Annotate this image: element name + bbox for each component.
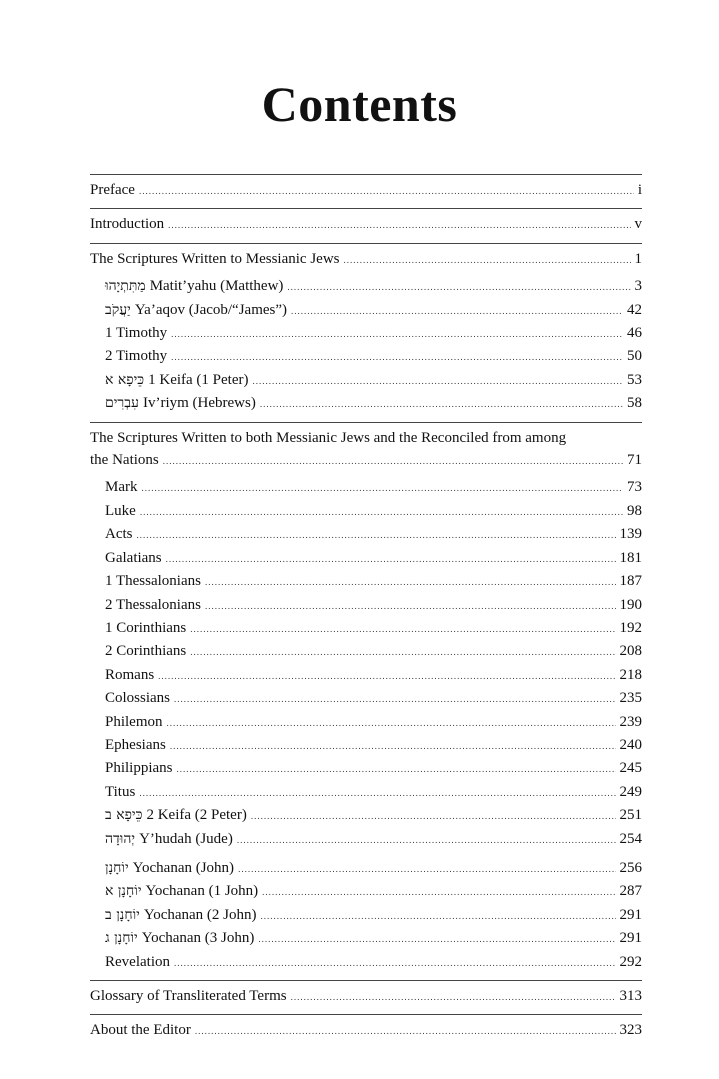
entry-page-number: 3 (634, 278, 642, 295)
entry-page-number: 287 (619, 883, 642, 900)
part2-book-list-john (90, 857, 642, 974)
english-book-name: Matit’yahu (Matthew) (149, 278, 284, 295)
entry-title (105, 299, 287, 321)
dot-leader (174, 952, 616, 974)
dot-leader (190, 641, 615, 663)
entry-title (105, 757, 173, 779)
dot-leader (258, 928, 615, 950)
table-of-contents (90, 174, 642, 1049)
entry-page-number: 235 (619, 690, 642, 707)
entry-page-number: 73 (627, 479, 642, 496)
entry-title (105, 804, 247, 826)
entry-page-number: 53 (627, 371, 642, 388)
entry-page-number: 313 (619, 988, 642, 1004)
entry-title: the Nations (90, 452, 159, 469)
entry-page-number: 245 (619, 760, 642, 777)
toc-entry-about[interactable] (90, 1019, 642, 1042)
toc-book-entry[interactable] (90, 345, 642, 368)
dot-leader (238, 858, 615, 880)
english-book-name: Titus (105, 783, 136, 800)
entry-page-number: 46 (627, 325, 642, 342)
english-book-name: Philippians (105, 760, 173, 777)
english-book-name: Yochanan (1 John) (145, 883, 259, 900)
entry-title (105, 500, 136, 522)
part2-book-list (90, 472, 642, 851)
english-book-name: 2 Corinthians (105, 643, 187, 660)
toc-section-preface (90, 174, 642, 209)
english-book-name: 1 Timothy (105, 325, 168, 342)
entry-title (105, 570, 201, 592)
dot-leader (291, 300, 623, 322)
hebrew-book-name: יַעֲקֹב (105, 301, 131, 318)
toc-book-entry[interactable] (90, 299, 642, 322)
entry-page-number: 208 (619, 643, 642, 660)
toc-book-entry[interactable] (90, 392, 642, 415)
dot-leader (262, 881, 615, 903)
page-title: Contents (261, 76, 458, 132)
toc-book-entry[interactable] (90, 951, 642, 974)
entry-title (105, 547, 162, 569)
toc-entry-glossary[interactable] (90, 985, 642, 1008)
dot-leader (344, 249, 631, 271)
entry-title (105, 476, 138, 498)
dot-leader (168, 214, 630, 236)
dot-leader (163, 450, 623, 472)
entry-title (105, 523, 133, 545)
entry-page-number: 239 (619, 713, 642, 730)
dot-leader (137, 524, 616, 546)
dot-leader (140, 501, 623, 523)
toc-book-entry[interactable] (90, 880, 642, 903)
entry-title (105, 617, 186, 639)
entry-page-number: 187 (619, 573, 642, 590)
english-book-name: Acts (105, 526, 133, 543)
toc-book-entry[interactable] (90, 523, 642, 546)
toc-section-glossary (90, 981, 642, 1015)
toc-book-entry[interactable] (90, 904, 642, 927)
english-book-name: 2 Keifa (2 Peter) (146, 807, 247, 824)
dot-leader (139, 782, 615, 804)
entry-title (105, 927, 254, 949)
hebrew-book-name: עִבְרִים (105, 395, 139, 412)
dot-leader (166, 548, 616, 570)
entry-title (105, 687, 170, 709)
toc-entry-part2-line1[interactable]: The Scriptures Written to both Messianic Jews and the Reconciled from among (90, 429, 567, 446)
toc-entry-part1[interactable] (90, 248, 642, 271)
dot-leader (167, 712, 616, 734)
entry-title (105, 904, 257, 926)
entry-page-number: 139 (619, 526, 642, 543)
entry-page-number: 42 (627, 301, 642, 318)
english-book-name: 2 Timothy (105, 348, 168, 365)
toc-book-entry[interactable] (90, 640, 642, 663)
entry-page-number: 291 (619, 906, 642, 923)
english-book-name: Romans (105, 666, 155, 683)
english-book-name: Yochanan (2 John) (143, 906, 257, 923)
dot-leader (291, 986, 616, 1008)
dot-leader (142, 477, 624, 499)
toc-entry-preface[interactable] (90, 179, 642, 202)
entry-title: About the Editor (90, 1022, 191, 1039)
dot-leader (171, 346, 623, 368)
hebrew-book-name: כֵּיפָא ב (105, 807, 143, 824)
toc-book-entry[interactable] (90, 322, 642, 345)
dot-leader (190, 618, 615, 640)
toc-book-entry[interactable] (90, 781, 642, 804)
toc-section-introduction (90, 209, 642, 243)
entry-title (105, 781, 135, 803)
entry-title (105, 880, 258, 902)
toc-book-entry[interactable] (90, 734, 642, 757)
entry-title (105, 640, 186, 662)
part1-book-list (90, 271, 642, 415)
entry-page-number: 256 (619, 859, 642, 876)
english-book-name: Philemon (105, 713, 163, 730)
toc-book-entry[interactable] (90, 547, 642, 570)
entry-page-number: v (634, 216, 642, 233)
entry-title (105, 275, 283, 297)
entry-page-number: i (637, 182, 642, 198)
english-book-name: Yochanan (3 John) (141, 930, 255, 947)
toc-book-entry[interactable] (90, 570, 642, 593)
toc-book-entry[interactable] (90, 594, 642, 617)
entry-page-number: 71 (627, 452, 642, 469)
toc-section-part2 (90, 423, 642, 981)
dot-leader (287, 276, 630, 298)
entry-title (105, 828, 233, 850)
entry-page-number: 218 (619, 666, 642, 683)
toc-book-entry[interactable] (90, 476, 642, 499)
english-book-name: 2 Thessalonians (105, 596, 201, 613)
entry-page-number: 291 (619, 930, 642, 947)
entry-page-number: 181 (619, 549, 642, 566)
toc-book-entry[interactable] (90, 687, 642, 710)
toc-entry-part2[interactable] (90, 449, 642, 472)
entry-title (105, 345, 167, 367)
entry-title (105, 369, 248, 391)
dot-leader (171, 323, 623, 345)
entry-title (105, 664, 154, 686)
dot-leader (252, 370, 623, 392)
dot-leader (251, 805, 616, 827)
entry-page-number: 190 (619, 596, 642, 613)
entry-title (105, 857, 234, 879)
english-book-name: 1 Thessalonians (105, 573, 201, 590)
toc-book-entry[interactable] (90, 664, 642, 687)
entry-title (105, 711, 163, 733)
entry-title: The Scriptures Written to Messianic Jews (90, 250, 340, 267)
entry-title (105, 594, 201, 616)
entry-page-number: 251 (619, 807, 642, 824)
toc-book-entry[interactable] (90, 275, 642, 298)
dot-leader (158, 665, 615, 687)
hebrew-book-name: יוֹחָנָן ב (105, 906, 140, 923)
hebrew-book-name: כֵּיפָא א (105, 371, 145, 388)
toc-book-entry[interactable] (90, 500, 642, 523)
entry-page-number: 1 (634, 250, 642, 267)
hebrew-book-name: מַתִּתְיָהוּ (105, 278, 146, 295)
toc-book-entry[interactable] (90, 617, 642, 640)
entry-page-number: 254 (619, 830, 642, 847)
hebrew-book-name: יְהוּדָה (105, 830, 136, 847)
entry-title (105, 734, 166, 756)
entry-page-number: 98 (627, 502, 642, 519)
toc-book-entry[interactable] (90, 828, 642, 851)
entry-page-number: 240 (619, 736, 642, 753)
hebrew-book-name: יוֹחָנָן ג (105, 930, 138, 947)
dot-leader (139, 180, 634, 202)
english-book-name: Revelation (105, 953, 170, 970)
entry-title: Introduction (90, 216, 165, 233)
dot-leader (174, 688, 615, 710)
english-book-name: Ephesians (105, 736, 166, 753)
dot-leader (260, 393, 623, 415)
entry-title: Preface (90, 182, 135, 198)
entry-title (105, 322, 167, 344)
toc-book-entry[interactable] (90, 711, 642, 734)
toc-section-part1 (90, 244, 642, 423)
dot-leader (170, 735, 616, 757)
dot-leader (205, 571, 616, 593)
english-book-name: Y’hudah (Jude) (139, 830, 233, 847)
english-book-name: Iv’riym (Hebrews) (142, 395, 256, 412)
entry-page-number: 249 (619, 783, 642, 800)
hebrew-book-name: יוֹחָנָן א (105, 883, 142, 900)
toc-book-entry[interactable] (90, 757, 642, 780)
english-book-name: Mark (105, 479, 138, 496)
hebrew-book-name: יוֹחָנָן (105, 859, 129, 876)
english-book-name: 1 Keifa (1 Peter) (148, 371, 249, 388)
entry-page-number: 292 (619, 953, 642, 970)
toc-entry-introduction[interactable] (90, 213, 642, 236)
entry-title (105, 392, 256, 414)
dot-leader (177, 758, 616, 780)
toc-book-entry[interactable] (90, 857, 642, 880)
toc-book-entry[interactable] (90, 927, 642, 950)
english-book-name: Ya’aqov (Jacob/“James”) (134, 301, 288, 318)
toc-section-about (90, 1015, 642, 1048)
english-book-name: Luke (105, 502, 136, 519)
entry-page-number: 58 (627, 395, 642, 412)
english-book-name: Galatians (105, 549, 162, 566)
dot-leader (261, 905, 616, 927)
dot-leader (195, 1020, 616, 1042)
entry-page-number: 50 (627, 348, 642, 365)
entry-title: Glossary of Transliterated Terms (90, 988, 287, 1004)
toc-book-entry[interactable] (90, 369, 642, 392)
entry-page-number: 192 (619, 619, 642, 636)
english-book-name: 1 Corinthians (105, 619, 187, 636)
dot-leader (237, 829, 616, 851)
entry-page-number: 323 (619, 1022, 642, 1039)
toc-book-entry[interactable] (90, 804, 642, 827)
dot-leader (205, 595, 616, 617)
english-book-name: Yochanan (John) (132, 859, 235, 876)
entry-title (105, 951, 170, 973)
english-book-name: Colossians (105, 690, 171, 707)
